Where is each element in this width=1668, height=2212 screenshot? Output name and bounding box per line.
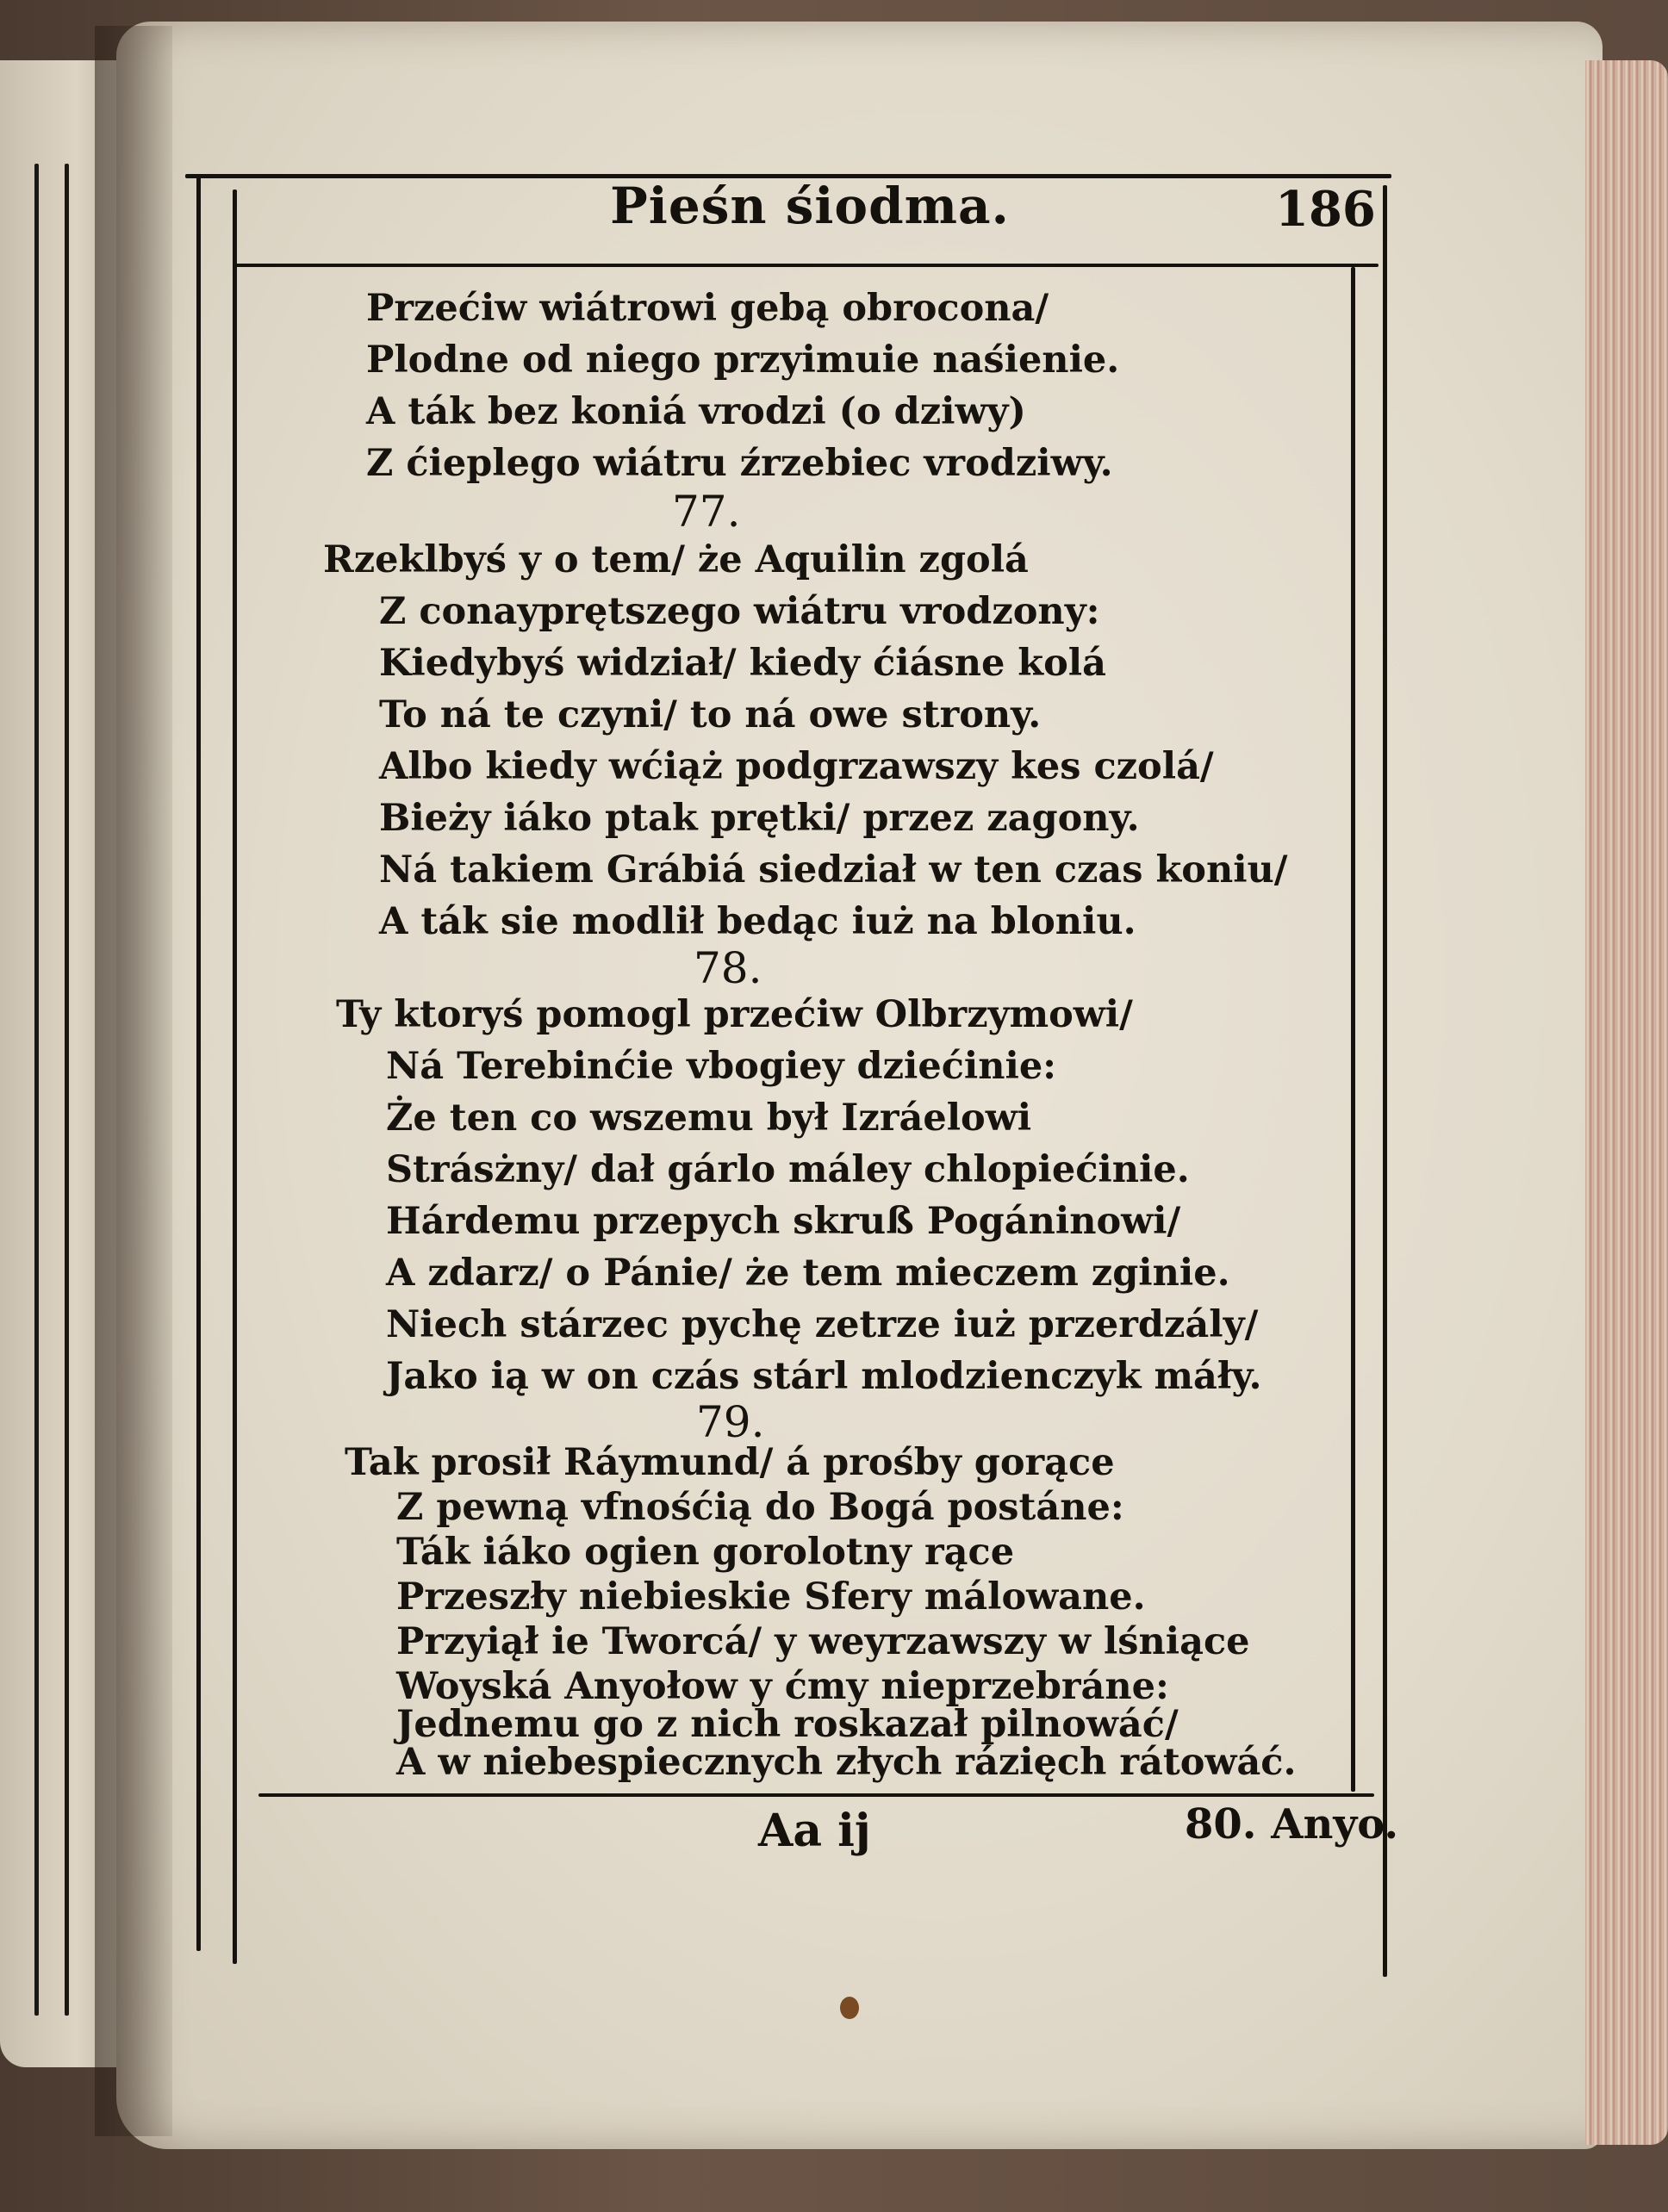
verse-line: A ták sie modlił bedąc iuż na bloniu. bbox=[379, 900, 1136, 943]
verse-line: A w niebespiecznych złych rázięch rátowáć. bbox=[396, 1741, 1297, 1784]
verse-line: Ná takiem Grábiá siedział w ten czas koniu/ bbox=[379, 848, 1288, 892]
verse-line: Ná Terebinćie vbogiey dziećinie: bbox=[386, 1045, 1057, 1088]
verse-line: Że ten co wszemu był Izráelowi bbox=[386, 1097, 1032, 1140]
verse-line: Jako ią w on czás stárl mlodzienczyk máły. bbox=[386, 1355, 1262, 1398]
verse-line: A ták bez koniá vrodzi (o dziwy) bbox=[366, 390, 1026, 433]
signature-mark: Aa ij bbox=[758, 1805, 871, 1857]
verse-line: Przećiw wiátrowi gebą obrocona/ bbox=[366, 287, 1049, 330]
right-outer-rule bbox=[1383, 185, 1387, 1977]
verse-line: Albo kiedy wćiąż podgrzawszy kes czolá/ bbox=[379, 745, 1214, 788]
verse-line: Strásżny/ dał gárlo máley chlopiećinie. bbox=[386, 1148, 1190, 1191]
catchword: 80. Anyo. bbox=[1185, 1800, 1399, 1849]
stanza-number: 79. bbox=[696, 1397, 765, 1447]
verse-line: Przeszły niebieskie Sfery málowane. bbox=[396, 1575, 1146, 1619]
left-inner-rule bbox=[233, 190, 237, 1964]
left-page-rule bbox=[34, 164, 39, 2016]
stanza-number: 77. bbox=[672, 487, 741, 537]
left-page-rule bbox=[65, 164, 69, 2016]
verse-line: Ták iáko ogien gorolotny rące bbox=[396, 1531, 1015, 1574]
verse-line: Rzeklbyś y o tem/ że Aquilin zgolá bbox=[323, 538, 1029, 581]
verse-line: Hárdemu przepych skruß Pogáninowi/ bbox=[386, 1200, 1181, 1243]
gutter-shadow bbox=[95, 26, 172, 2136]
footer-rule bbox=[258, 1793, 1374, 1797]
verse-line: Ty ktoryś pomogl przećiw Olbrzymowi/ bbox=[336, 993, 1133, 1036]
page-edges bbox=[1585, 60, 1668, 2145]
verse-line: Z pewną vfnośćią do Bogá postáne: bbox=[396, 1486, 1124, 1529]
verse-line: Woyská Anyołow y ćmy nieprzebráne: bbox=[396, 1665, 1169, 1708]
verse-line: Z ćieplego wiátru źrzebiec vrodziwy. bbox=[366, 442, 1113, 485]
page-number: 186 bbox=[1275, 181, 1376, 238]
verse-line: Tak prosił Ráymund/ á prośby gorące bbox=[345, 1441, 1115, 1484]
verse-line: Niech stárzec pychę zetrze iuż przerdzály/ bbox=[386, 1303, 1259, 1346]
verse-line: Przyiął ie Tworcá/ y weyrzawszy w lśniące bbox=[396, 1620, 1250, 1663]
right-inner-rule bbox=[1351, 267, 1355, 1792]
verse-line: Jednemu go z nich roskazał pilnowáć/ bbox=[396, 1703, 1179, 1746]
verse-line: Z conayprętszego wiátru vrodzony: bbox=[379, 590, 1100, 633]
verse-line: Plodne od niego przyimuie naśienie. bbox=[366, 339, 1120, 382]
stanza-number: 78. bbox=[694, 943, 762, 993]
verse-line: A zdarz/ o Pánie/ że tem mieczem zginie. bbox=[386, 1252, 1230, 1295]
running-title: Pieśn śiodma. bbox=[610, 177, 1010, 235]
ink-stain bbox=[840, 1997, 859, 2019]
verse-line: Kiedybyś widział/ kiedy ćiásne kolá bbox=[379, 642, 1106, 685]
header-rule bbox=[233, 264, 1379, 267]
verse-line: To ná te czyni/ to ná owe strony. bbox=[379, 693, 1042, 736]
left-outer-rule bbox=[196, 177, 201, 1951]
verse-line: Bieży iáko ptak prętki/ przez zagony. bbox=[379, 797, 1140, 840]
